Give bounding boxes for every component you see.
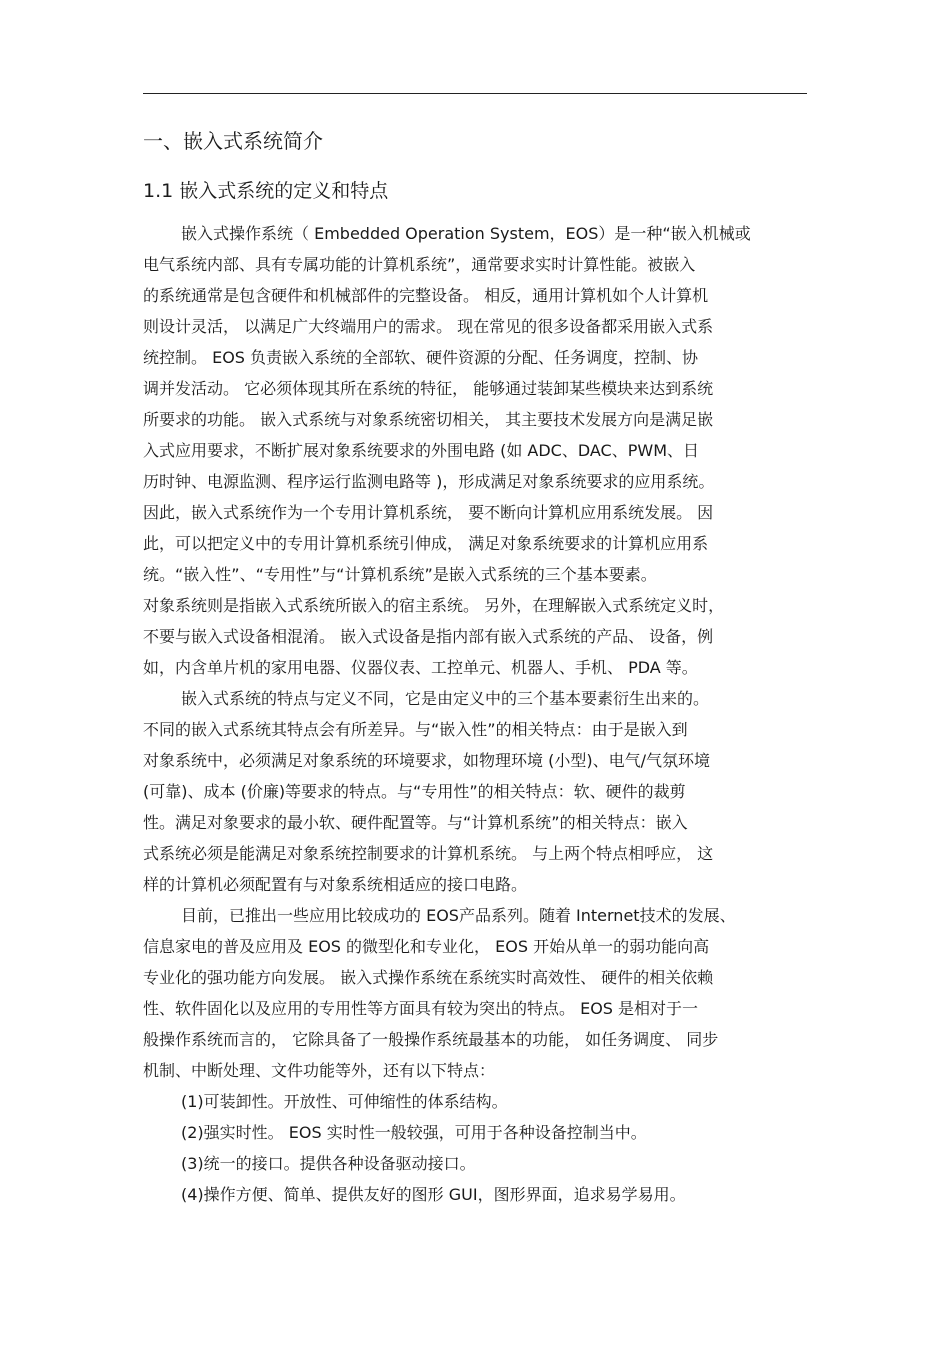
text-line: (3)统一的接口。提供各种设备驱动接口。 bbox=[181, 1154, 476, 1173]
text-line: 目前，已推出一些应用比较成功的 EOS产品系列。随着 Internet技术的发展、 bbox=[181, 906, 736, 925]
header-rule bbox=[143, 93, 807, 94]
text-line: 机制、中断处理、文件功能等外，还有以下特点： bbox=[143, 1061, 496, 1080]
text-line: 嵌入式操作系统（ Embedded Operation System，EOS）是一种“嵌入机械或 bbox=[181, 224, 751, 243]
text-line: 不要与嵌入式设备相混淆。 嵌入式设备是指内部有嵌入式系统的产品、 设备，例 bbox=[143, 627, 714, 646]
section-title: 1.1 嵌入式系统的定义和特点 bbox=[143, 180, 389, 202]
text-line: 的系统通常是包含硬件和机械部件的完整设备。 相反，通用计算机如个人计算机 bbox=[143, 286, 709, 305]
chapter-title: 一、嵌入式系统简介 bbox=[143, 129, 323, 153]
text-line: (可靠)、成本 (价廉)等要求的特点。与“专用性”的相关特点：软、硬件的裁剪 bbox=[143, 782, 686, 801]
text-line: 因此，嵌入式系统作为一个专用计算机系统， 要不断向计算机应用系统发展。 因 bbox=[143, 503, 714, 522]
text-line: 调并发活动。 它必须体现其所在系统的特征， 能够通过装卸某些模块来达到系统 bbox=[143, 379, 714, 398]
text-line: 统。“嵌入性”、“专用性”与“计算机系统”是嵌入式系统的三个基本要素。 bbox=[143, 565, 657, 584]
text-line: 对象系统中，必须满足对象系统的环境要求，如物理环境 (小型)、电气/气氛环境 bbox=[143, 751, 710, 770]
body-text bbox=[143, 218, 807, 1210]
text-line: 信息家电的普及应用及 EOS 的微型化和专业化， EOS 开始从单一的弱功能向高 bbox=[143, 937, 710, 956]
text-line: 式系统必须是能满足对象系统控制要求的计算机系统。 与上两个特点相呼应， 这 bbox=[143, 844, 714, 863]
text-line: 统控制。 EOS 负责嵌入系统的全部软、硬件资源的分配、任务调度，控制、协 bbox=[143, 348, 699, 367]
text-line: 对象系统则是指嵌入式系统所嵌入的宿主系统。 另外，在理解嵌入式系统定义时， bbox=[143, 596, 725, 615]
text-line: 电气系统内部、具有专属功能的计算机系统”，通常要求实时计算性能。被嵌入 bbox=[143, 255, 696, 274]
text-line: (4)操作方便、简单、提供友好的图形 GUI，图形界面，追求易学易用。 bbox=[181, 1185, 686, 1204]
text-line: 不同的嵌入式系统其特点会有所差异。与“嵌入性”的相关特点：由于是嵌入到 bbox=[143, 720, 688, 739]
text-line: 所要求的功能。 嵌入式系统与对象系统密切相关， 其主要技术发展方向是满足嵌 bbox=[143, 410, 714, 429]
text-line: (2)强实时性。 EOS 实时性一般较强，可用于各种设备控制当中。 bbox=[181, 1123, 647, 1142]
text-line: (1)可装卸性。开放性、可伸缩性的体系结构。 bbox=[181, 1092, 508, 1111]
text-line: 则设计灵活， 以满足广大终端用户的需求。 现在常见的很多设备都采用嵌入式系 bbox=[143, 317, 714, 336]
text-line: 此，可以把定义中的专用计算机系统引伸成， 满足对象系统要求的计算机应用系 bbox=[143, 534, 709, 553]
text-line: 专业化的强功能方向发展。 嵌入式操作系统在系统实时高效性、 硬件的相关依赖 bbox=[143, 968, 714, 987]
text-line: 样的计算机必须配置有与对象系统相适应的接口电路。 bbox=[143, 875, 528, 894]
text-line: 性。满足对象要求的最小软、硬件配置等。与“计算机系统”的相关特点：嵌入 bbox=[143, 813, 688, 832]
text-line: 般操作系统而言的， 它除具备了一般操作系统最基本的功能， 如任务调度、 同步 bbox=[143, 1030, 719, 1049]
text-line: 历时钟、电源监测、程序运行监测电路等 )，形成满足对象系统要求的应用系统。 bbox=[143, 472, 715, 491]
text-line: 如，内含单片机的家用电器、仪器仪表、工控单元、机器人、手机、 PDA 等。 bbox=[143, 658, 698, 677]
text-line: 性、软件固化以及应用的专用性等方面具有较为突出的特点。 EOS 是相对于一 bbox=[143, 999, 699, 1018]
text-line: 入式应用要求，不断扩展对象系统要求的外围电路 (如 ADC、DAC、PWM、日 bbox=[143, 441, 700, 460]
text-line: 嵌入式系统的特点与定义不同，它是由定义中的三个基本要素衍生出来的。 bbox=[181, 689, 710, 708]
